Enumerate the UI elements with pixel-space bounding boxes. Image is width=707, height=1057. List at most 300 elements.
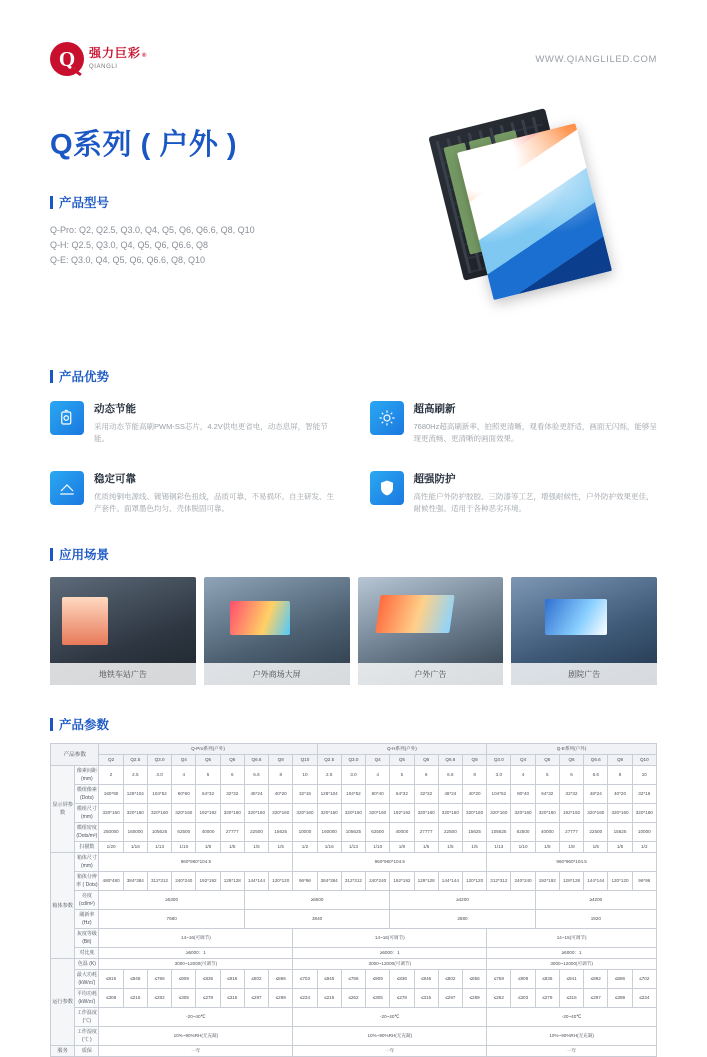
spec-section-label: 箱体参数	[51, 853, 75, 959]
spec-cell: 15625	[462, 823, 486, 842]
spec-cell: ≤802	[244, 970, 268, 989]
spec-cell: 2880	[390, 910, 535, 929]
spec-cell: ≤315	[220, 989, 244, 1008]
table-row	[51, 959, 657, 970]
spec-cell: 960*960*104.5	[487, 853, 657, 872]
spec-model-header: Q5	[390, 755, 414, 766]
spec-cell: ≥5300	[99, 891, 244, 910]
spec-cell: 一年	[487, 1046, 657, 1057]
spec-cell: 1/5	[269, 842, 293, 853]
scene-caption: 户外商场大屏	[204, 663, 350, 685]
table-row	[51, 970, 657, 989]
spec-row-label: 最大功耗(kW/㎡)	[75, 970, 99, 989]
advantage-desc: 7680Hz超高刷新率，拍照更清晰，观看体验更舒适，画面无闪烁，能够呈现更流畅、更清晰的画面效果。	[413, 422, 657, 443]
spec-cell: 250000	[99, 823, 123, 842]
spec-model-header: Q6.6	[244, 755, 268, 766]
spec-cell: 64*32	[390, 785, 414, 804]
advantage-body	[94, 401, 338, 445]
spec-cell: 8	[462, 766, 486, 785]
spec-cell: ≥5000：1	[99, 948, 293, 959]
spec-cell: 192*192	[535, 872, 559, 891]
table-row	[51, 1008, 657, 1027]
spec-cell: 320*160	[317, 804, 341, 823]
table-row	[51, 823, 657, 842]
spec-cell: 15625	[608, 823, 632, 842]
spec-cell: ≤234	[632, 989, 656, 1008]
spec-cell: 312*312	[147, 872, 171, 891]
advantage-desc: 优质纯铜电源线、镀锡铜彩色扭线，品质可靠，不易损坏。自主研发、生产套件。面罩墨色均匀、壳体脱固可靠。	[94, 492, 334, 513]
spec-model-header: Q3.0	[487, 755, 511, 766]
spec-cell: 104*52	[341, 785, 365, 804]
spec-cell: 960*960*104.5	[293, 853, 487, 872]
scenes-section-title: 应用场景	[59, 548, 110, 562]
spec-cell: ≤215	[317, 989, 341, 1008]
spec-cell: ≤297	[244, 989, 268, 1008]
spec-cell: 1/5	[414, 842, 438, 853]
spec-cell: 1/8	[559, 842, 583, 853]
model-line: Q-Pro: Q2, Q2.5, Q3.0, Q4, Q5, Q6, Q6.6, Q8, Q10	[50, 225, 255, 235]
spec-cell: ≥4200	[535, 891, 656, 910]
spec-cell: 1/2	[632, 842, 656, 853]
led-panel-illustration	[428, 96, 635, 307]
spec-cell: ≤759	[487, 970, 511, 989]
advantage-item	[370, 471, 658, 515]
spec-group-header: Q-H系列(户外)	[317, 744, 487, 755]
spec-cell: 40*20	[462, 785, 486, 804]
spec-model-header: Q3.0	[147, 755, 171, 766]
advantages-grid	[50, 401, 657, 515]
spec-cell: 320*160	[269, 804, 293, 823]
spec-cell: 5	[390, 766, 414, 785]
spec-cell: 240*240	[511, 872, 535, 891]
section-accent-bar	[50, 196, 53, 209]
shield-icon	[370, 471, 404, 505]
spec-row-label: 像素间距(mm)	[75, 766, 99, 785]
spec-cell: 192*192	[390, 872, 414, 891]
spec-cell: 120*120	[269, 872, 293, 891]
spec-cell: 7680	[99, 910, 244, 929]
spec-cell: 105625	[341, 823, 365, 842]
spec-cell: 40*20	[608, 785, 632, 804]
spec-cell: ≤389	[608, 989, 632, 1008]
spec-cell: 27777	[559, 823, 583, 842]
spec-row-label: 灰度等级 (Bit)	[75, 929, 99, 948]
spec-cell: 64*32	[535, 785, 559, 804]
spec-cell: ≤234	[293, 989, 317, 1008]
scene-screen-glow	[545, 599, 607, 635]
spec-cell: ≤836	[390, 970, 414, 989]
spec-cell: 128*128	[559, 872, 583, 891]
spec-cell: 62500	[172, 823, 196, 842]
spec-model-header: Q2	[99, 755, 123, 766]
scene-photo	[511, 577, 657, 685]
spec-cell: 32*32	[220, 785, 244, 804]
spec-cell: 1/13	[487, 842, 511, 853]
scene-screen-glow	[375, 595, 454, 633]
spec-cell: 6	[559, 766, 583, 785]
spec-cell: ≤886	[608, 970, 632, 989]
spec-row-label: 模组像素(Dots)	[75, 785, 99, 804]
logo-en-label: QIANGLI	[89, 63, 118, 70]
spec-cell: 128*128	[220, 872, 244, 891]
spec-group-header: Q-Pro系列(户外)	[99, 744, 317, 755]
spec-cell: 5	[535, 766, 559, 785]
spec-cell: 1/10	[366, 842, 390, 853]
spec-cell: 8	[269, 766, 293, 785]
table-row	[51, 948, 657, 959]
spec-cell: 3.0	[341, 766, 365, 785]
spec-cell: 1920	[535, 910, 656, 929]
spec-model-header: Q3.0	[341, 755, 365, 766]
spec-cell: 320*160	[220, 804, 244, 823]
spec-cell: 6	[220, 766, 244, 785]
spec-cell: 320*160	[244, 804, 268, 823]
page-header	[50, 0, 657, 76]
spec-cell: ≤215	[123, 989, 147, 1008]
spec-cell: ≤278	[196, 989, 220, 1008]
spec-cell: 6.6	[244, 766, 268, 785]
spec-cell: ≥4200	[390, 891, 535, 910]
spec-model-header: Q2.5	[123, 755, 147, 766]
spec-row-label: 对比度	[75, 948, 99, 959]
spec-cell: 320*160	[535, 804, 559, 823]
spec-cell: 1/16	[317, 842, 341, 853]
spec-row-label: 扫描数	[75, 842, 99, 853]
params-section	[50, 715, 657, 1057]
spec-cell: 1/8	[390, 842, 414, 853]
spec-cell: 22500	[244, 823, 268, 842]
spec-cell: 3000~12000(可调节)	[487, 959, 657, 970]
spec-cell: 32*16	[632, 785, 656, 804]
spec-cell: 312*312	[487, 872, 511, 891]
advantage-title: 超高刷新	[413, 403, 456, 415]
spec-cell: ≤299	[269, 989, 293, 1008]
spec-cell: 10	[293, 766, 317, 785]
spec-cell: 40000	[196, 823, 220, 842]
spec-cell: ≤303	[511, 989, 535, 1008]
spec-cell: 1/13	[341, 842, 365, 853]
refresh-icon	[370, 401, 404, 435]
spec-cell: 128*104	[317, 785, 341, 804]
spec-cell: ≤315	[559, 989, 583, 1008]
table-row	[51, 842, 657, 853]
spec-cell: 32*32	[559, 785, 583, 804]
advantage-item	[50, 471, 338, 515]
spec-cell: 10	[632, 766, 656, 785]
params-section-head	[50, 715, 657, 733]
table-row	[51, 1046, 657, 1057]
spec-row-label: 箱体分辨率 ( Dots)	[75, 872, 99, 891]
spec-cell: 104*52	[147, 785, 171, 804]
spec-cell: 160000	[317, 823, 341, 842]
spec-cell: ≤278	[390, 989, 414, 1008]
spec-cell: 384*384	[317, 872, 341, 891]
spec-cell: ≤786	[147, 970, 171, 989]
page-title: Q系列 ( 户外 )	[50, 129, 238, 161]
spec-cell: 1/5	[244, 842, 268, 853]
table-row	[51, 891, 657, 910]
spec-cell: 8	[608, 766, 632, 785]
spec-cell: 3000~12000(可调节)	[99, 959, 293, 970]
spec-row-label: 模组密度(Dots/m²)	[75, 823, 99, 842]
spec-cell: ≤279	[535, 989, 559, 1008]
spec-cell: 192*192	[390, 804, 414, 823]
spec-cell: -20~40℃	[487, 1008, 657, 1027]
spec-model-header: Q4	[511, 755, 535, 766]
advantage-title: 动态节能	[94, 403, 136, 415]
spec-cell: 14~15(可调节)	[487, 929, 657, 948]
spec-row-label: 箱体尺寸 (mm)	[75, 853, 99, 872]
spec-cell: ≤703	[293, 970, 317, 989]
spec-cell: 1/5	[608, 842, 632, 853]
section-accent-bar	[50, 718, 53, 731]
table-row	[51, 910, 657, 929]
spec-cell: 10%~90%RH(无充凝)	[293, 1027, 487, 1046]
models-section-title: 产品型号	[59, 196, 110, 210]
spec-model-header: Q5	[196, 755, 220, 766]
spec-model-header: Q8	[608, 755, 632, 766]
model-line: Q-E: Q3.0, Q4, Q5, Q6, Q6.6, Q8, Q10	[50, 255, 206, 265]
spec-cell: 1/10	[511, 842, 535, 853]
spec-row-label: 模组尺寸(mm)	[75, 804, 99, 823]
spec-cell: 22500	[438, 823, 462, 842]
advantage-item	[370, 401, 658, 445]
hero-product-image	[413, 104, 663, 304]
spec-cell: ≤946	[414, 970, 438, 989]
spec-cell: 64*32	[196, 785, 220, 804]
spec-cell: ≤909	[511, 970, 535, 989]
spec-model-header: Q2.5	[317, 755, 341, 766]
spec-model-header: Q8	[462, 755, 486, 766]
spec-cell: 320*160	[438, 804, 462, 823]
spec-cell: 一年	[293, 1046, 487, 1057]
spec-cell: 2.5	[123, 766, 147, 785]
spec-cell: 192*192	[196, 804, 220, 823]
logo-cn-label: 强力巨彩	[89, 45, 142, 60]
spec-cell: 384*384	[123, 872, 147, 891]
spec-cell: 1/13	[147, 842, 171, 853]
spec-cell: 320*160	[511, 804, 535, 823]
spec-cell: 62500	[366, 823, 390, 842]
spec-cell: ≤909	[172, 970, 196, 989]
spec-cell: ≥5000：1	[293, 948, 487, 959]
spec-cell: 192*192	[559, 804, 583, 823]
spec-cell: 40*20	[269, 785, 293, 804]
table-row	[51, 785, 657, 804]
spec-group-header: Q-E系列(户外)	[487, 744, 657, 755]
spec-cell: ≤702	[632, 970, 656, 989]
spec-cell: ≤836	[535, 970, 559, 989]
spec-cell: 104*52	[487, 785, 511, 804]
spec-cell: 480*480	[99, 872, 123, 891]
scene-photo	[204, 577, 350, 685]
params-section-title: 产品参数	[59, 718, 110, 732]
section-accent-bar	[50, 370, 53, 383]
stable-icon	[50, 471, 84, 505]
spec-cell: 320*160	[584, 804, 608, 823]
spec-cell: 144*144	[244, 872, 268, 891]
advantages-section-head	[50, 367, 657, 385]
spec-cell: 1/5	[462, 842, 486, 853]
spec-cell: 10000	[293, 823, 317, 842]
spec-row-label: 平均功耗(kW/㎡)	[75, 989, 99, 1008]
advantage-item	[50, 401, 338, 445]
spec-cell: 144*144	[438, 872, 462, 891]
spec-cell: 80*40	[366, 785, 390, 804]
spec-cell: ≤289	[462, 989, 486, 1008]
spec-cell: 14~16(可调节)	[99, 929, 293, 948]
spec-cell: ≤916	[220, 970, 244, 989]
section-accent-bar	[50, 548, 53, 561]
spec-cell: 320*160	[172, 804, 196, 823]
spec-cell: 320*160	[123, 804, 147, 823]
spec-cell: 312*312	[341, 872, 365, 891]
logo-cn-text	[89, 47, 147, 63]
spec-cell: 320*160	[462, 804, 486, 823]
spec-model-header: Q6.6	[438, 755, 462, 766]
spec-section-label: 服务	[51, 1046, 75, 1057]
spec-cell: ≤297	[584, 989, 608, 1008]
spec-cell: ≥5500	[244, 891, 389, 910]
table-row	[51, 1027, 657, 1046]
spec-cell: 62500	[511, 823, 535, 842]
spec-cell: 1/16	[123, 842, 147, 853]
spec-cell: ≤305	[366, 989, 390, 1008]
spec-corner-label: 产品参数	[51, 744, 99, 766]
spec-cell: 80*40	[511, 785, 535, 804]
spec-model-header: Q10	[293, 755, 317, 766]
spec-model-header: Q10	[632, 755, 656, 766]
spec-cell: 240*240	[366, 872, 390, 891]
spec-cell: 96*96	[632, 872, 656, 891]
spec-cell: 32*32	[414, 785, 438, 804]
spec-model-header: Q4	[172, 755, 196, 766]
spec-cell: -20~40℃	[99, 1008, 293, 1027]
spec-cell: 3840	[244, 910, 389, 929]
spec-cell: ≤836	[196, 970, 220, 989]
spec-section-label: 运行参数	[51, 959, 75, 1046]
spec-cell: 105625	[487, 823, 511, 842]
spec-cell: 48*24	[584, 785, 608, 804]
spec-cell: ≤866	[269, 970, 293, 989]
spec-model-header: Q4	[366, 755, 390, 766]
scenes-grid	[50, 577, 657, 685]
spec-cell: 192*192	[196, 872, 220, 891]
spec-cell: ≤856	[462, 970, 486, 989]
spec-cell: 6	[414, 766, 438, 785]
spec-cell: 240*240	[172, 872, 196, 891]
spec-model-header: Q6	[414, 755, 438, 766]
spec-cell: ≤297	[438, 989, 462, 1008]
spec-cell: ≤262	[341, 989, 365, 1008]
spec-row-label: 色温 (K)	[75, 959, 99, 970]
spec-cell: 128*104	[123, 785, 147, 804]
spec-cell: 6.6	[438, 766, 462, 785]
spec-cell: 320*160	[147, 804, 171, 823]
spec-cell: 一年	[99, 1046, 293, 1057]
table-row	[51, 853, 657, 872]
advantage-title: 超强防护	[413, 473, 456, 485]
spec-section-label: 显示屏参数	[51, 766, 75, 853]
spec-cell: 3000~12000(可调节)	[293, 959, 487, 970]
spec-cell: ≤845	[317, 970, 341, 989]
advantages-section-title: 产品优势	[59, 370, 110, 384]
spec-cell: 10%~90%RH(无充凝)	[487, 1027, 657, 1046]
brand-logo	[50, 42, 147, 76]
spec-cell: 1/5	[220, 842, 244, 853]
spec-row-label: 刷新率 (Hz)	[75, 910, 99, 929]
spec-cell: 15625	[269, 823, 293, 842]
spec-cell: 3.0	[147, 766, 171, 785]
spec-table	[50, 743, 657, 1057]
spec-cell: 4	[366, 766, 390, 785]
spec-cell: 40000	[390, 823, 414, 842]
spec-cell: ≤786	[341, 970, 365, 989]
scenes-section-head	[50, 545, 657, 563]
spec-cell: 105625	[147, 823, 171, 842]
scene-photo	[358, 577, 504, 685]
model-line: Q-H: Q2.5, Q3.0, Q4, Q5, Q6, Q6.6, Q8	[50, 240, 209, 250]
advantage-body	[414, 401, 658, 445]
spec-cell: 27777	[220, 823, 244, 842]
spec-cell: ≤308	[99, 989, 123, 1008]
spec-cell: ≤802	[438, 970, 462, 989]
table-row	[51, 766, 657, 785]
site-url-label: WWW.QIANGLILED.COM	[535, 53, 657, 65]
hero-section	[50, 122, 657, 337]
spec-cell: 144*144	[584, 872, 608, 891]
spec-cell: 960*960*104.5	[99, 853, 293, 872]
scene-caption: 地铁车站广告	[50, 663, 196, 685]
spec-cell: 32*16	[293, 785, 317, 804]
spec-model-header: Q6.6	[584, 755, 608, 766]
spec-cell: ≤909	[366, 970, 390, 989]
advantage-desc: 采用动态节能高刷PWM-SS芯片，4.2V供电更省电，动态息屏，智能节能。	[94, 422, 328, 443]
spec-cell: 1/5	[438, 842, 462, 853]
spec-model-header: Q8	[269, 755, 293, 766]
spec-cell: 4	[511, 766, 535, 785]
spec-cell: 1/8	[535, 842, 559, 853]
spec-cell: 60*60	[172, 785, 196, 804]
battery-save-icon	[50, 401, 84, 435]
spec-cell: ≤315	[414, 989, 438, 1008]
spec-cell: 1/5	[584, 842, 608, 853]
spec-cell: ≤848	[123, 970, 147, 989]
spec-cell: 320*160	[366, 804, 390, 823]
spec-cell: 27777	[414, 823, 438, 842]
spec-cell: ≤262	[487, 989, 511, 1008]
spec-cell: ≤941	[559, 970, 583, 989]
scene-photo	[50, 577, 196, 685]
spec-cell: 96*96	[293, 872, 317, 891]
spec-cell: ≥5000：1	[487, 948, 657, 959]
spec-cell: ≤305	[172, 989, 196, 1008]
spec-cell: 1/20	[99, 842, 123, 853]
spec-cell: 22500	[584, 823, 608, 842]
spec-cell: 14~16(可调节)	[293, 929, 487, 948]
spec-cell: 1/8	[196, 842, 220, 853]
advantage-title: 稳定可靠	[94, 473, 136, 485]
spec-cell: 320*160	[293, 804, 317, 823]
table-row	[51, 929, 657, 948]
spec-cell: 320*160	[608, 804, 632, 823]
spec-cell: 160*90	[99, 785, 123, 804]
table-row	[51, 804, 657, 823]
trademark-icon: ®	[142, 52, 148, 59]
spec-cell: 160000	[123, 823, 147, 842]
scene-screen-glow	[230, 601, 290, 635]
spec-cell: 320*160	[99, 804, 123, 823]
